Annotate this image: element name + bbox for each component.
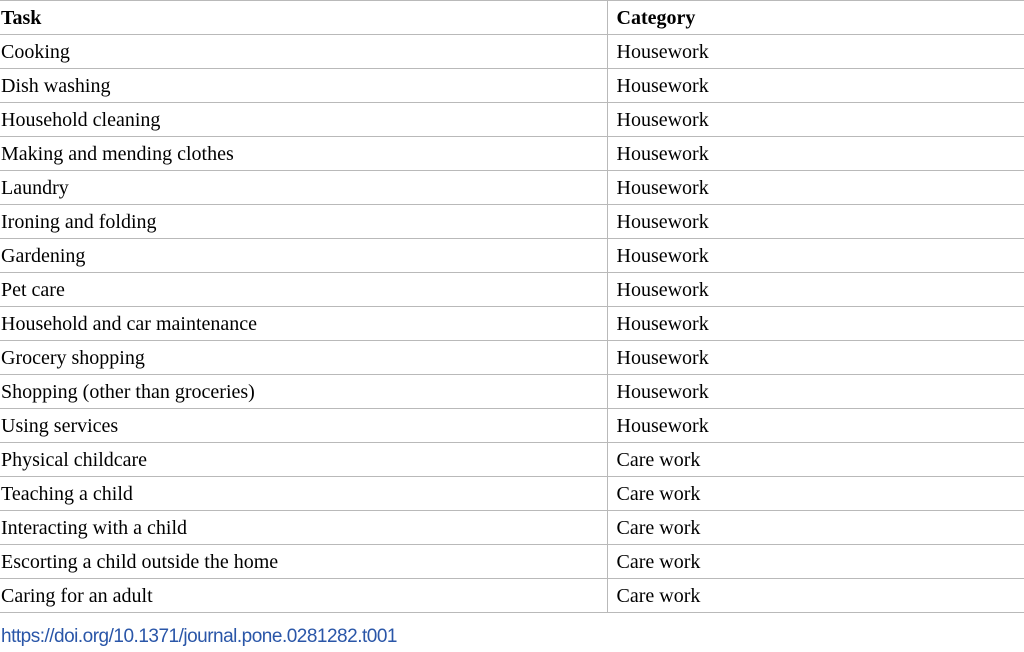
table-body — [0, 35, 1024, 613]
category-cell: Housework — [607, 205, 1024, 239]
task-cell: Shopping (other than groceries) — [0, 375, 607, 409]
table-header — [0, 1, 1024, 35]
table-row — [0, 443, 1024, 477]
category-cell: Housework — [607, 69, 1024, 103]
category-column-header: Category — [607, 1, 1024, 35]
table-row — [0, 375, 1024, 409]
doi-link[interactable]: https://doi.org/10.1371/journal.pone.0281282.t001 — [1, 626, 397, 647]
task-cell: Using services — [0, 409, 607, 443]
category-cell: Care work — [607, 545, 1024, 579]
table-row — [0, 103, 1024, 137]
table-row — [0, 35, 1024, 69]
category-cell: Housework — [607, 341, 1024, 375]
task-cell: Physical childcare — [0, 443, 607, 477]
table-row — [0, 579, 1024, 613]
task-cell: Teaching a child — [0, 477, 607, 511]
task-cell: Household and car maintenance — [0, 307, 607, 341]
category-cell: Housework — [607, 171, 1024, 205]
task-cell: Caring for an adult — [0, 579, 607, 613]
category-cell: Housework — [607, 273, 1024, 307]
category-cell: Housework — [607, 307, 1024, 341]
category-cell: Care work — [607, 477, 1024, 511]
table-row — [0, 205, 1024, 239]
category-cell: Care work — [607, 443, 1024, 477]
task-cell: Cooking — [0, 35, 607, 69]
table-row — [0, 69, 1024, 103]
table-row — [0, 341, 1024, 375]
task-cell: Laundry — [0, 171, 607, 205]
table-row — [0, 273, 1024, 307]
table-row — [0, 477, 1024, 511]
category-cell: Housework — [607, 35, 1024, 69]
category-cell: Housework — [607, 103, 1024, 137]
category-cell: Housework — [607, 239, 1024, 273]
task-cell: Escorting a child outside the home — [0, 545, 607, 579]
table-row — [0, 171, 1024, 205]
category-cell: Housework — [607, 409, 1024, 443]
table-row — [0, 239, 1024, 273]
task-column-header: Task — [0, 1, 607, 35]
category-cell: Care work — [607, 579, 1024, 613]
category-cell: Housework — [607, 375, 1024, 409]
category-cell: Care work — [607, 511, 1024, 545]
task-cell: Making and mending clothes — [0, 137, 607, 171]
table-row — [0, 409, 1024, 443]
header-row — [0, 1, 1024, 35]
task-cell: Interacting with a child — [0, 511, 607, 545]
table-row — [0, 307, 1024, 341]
table-row — [0, 511, 1024, 545]
task-cell: Pet care — [0, 273, 607, 307]
task-cell: Household cleaning — [0, 103, 607, 137]
task-cell: Grocery shopping — [0, 341, 607, 375]
task-cell: Ironing and folding — [0, 205, 607, 239]
category-cell: Housework — [607, 137, 1024, 171]
table-row — [0, 137, 1024, 171]
task-cell: Dish washing — [0, 69, 607, 103]
table-row — [0, 545, 1024, 579]
task-cell: Gardening — [0, 239, 607, 273]
